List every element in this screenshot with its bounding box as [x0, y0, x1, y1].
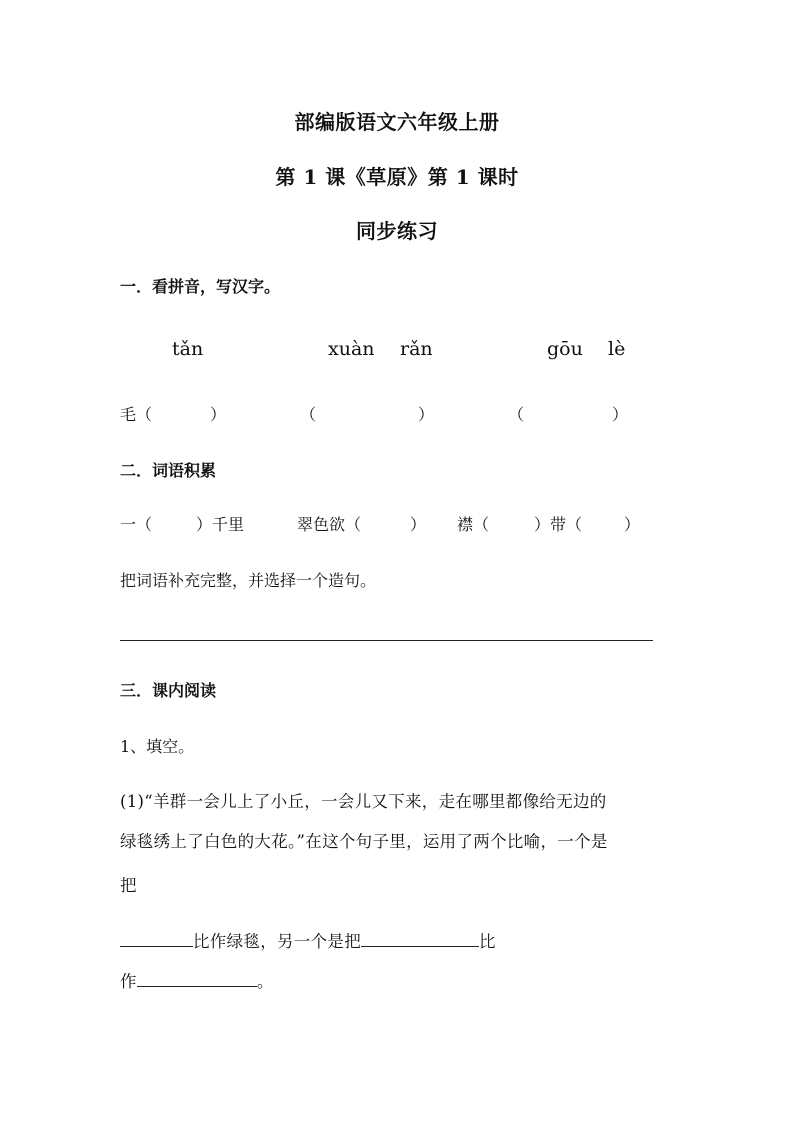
- lesson-title: 第 1 课《草原》第 1 课时: [275, 165, 519, 189]
- question1-label: 1、填空。: [120, 737, 195, 756]
- idiom3-end: ）: [624, 515, 641, 534]
- section2-instruction: 把词语补充完整，并选择一个造句。: [120, 571, 377, 590]
- fill-blank-2[interactable]: [361, 945, 479, 947]
- line4-end-text: 比: [479, 932, 496, 951]
- question1-1-line2: 绿毯绣上了白色的大花。”在这个句子里，运用了两个比喻，一个是: [120, 832, 608, 851]
- section2-heading: 二．词语积累: [120, 461, 217, 480]
- idiom2-start: 翠色欲（: [297, 515, 362, 534]
- fill-blank-1[interactable]: [120, 945, 193, 947]
- question1-1-line5: [120, 968, 274, 992]
- idiom3-mid: ）带（: [534, 515, 583, 534]
- idiom3-start: 襟（: [457, 515, 490, 534]
- section1-heading: 一．看拼音，写汉字。: [120, 277, 281, 296]
- answer2-close: ）: [418, 405, 435, 424]
- answer2-open: （: [300, 405, 317, 424]
- idiom1-start: 一（: [120, 515, 153, 534]
- answer3-close: ）: [612, 405, 629, 424]
- question1-1-line3: 把: [120, 876, 137, 895]
- answer1-close: ）: [210, 405, 227, 424]
- exercise-title: 同步练习: [356, 219, 438, 243]
- pinyin-tan: tǎn: [172, 338, 204, 360]
- line4-middle-text: 比作绿毯，另一个是把: [193, 932, 361, 951]
- idiom2-end: ）: [410, 515, 427, 534]
- line5-end-text: 。: [256, 972, 274, 991]
- section3-heading: 三．课内阅读: [120, 681, 217, 700]
- question1-1-line4: [120, 928, 496, 952]
- page-title: 部编版语文六年级上册: [294, 110, 500, 134]
- fill-blank-3[interactable]: [137, 985, 257, 987]
- line5-start-text: 作: [120, 972, 137, 991]
- pinyin-gou: gōu: [547, 338, 583, 360]
- pinyin-le: lè: [608, 338, 626, 360]
- idiom1-end: ）千里: [196, 515, 245, 534]
- pinyin-xuan: xuàn: [328, 338, 375, 360]
- answer1-open: 毛（: [120, 405, 153, 424]
- answer3-open: （: [508, 405, 525, 424]
- sentence-answer-line: [120, 640, 653, 641]
- pinyin-ran: rǎn: [400, 338, 433, 360]
- question1-1-line1: (1)“羊群一会儿上了小丘，一会儿又下来，走在哪里都像给无边的: [120, 792, 607, 811]
